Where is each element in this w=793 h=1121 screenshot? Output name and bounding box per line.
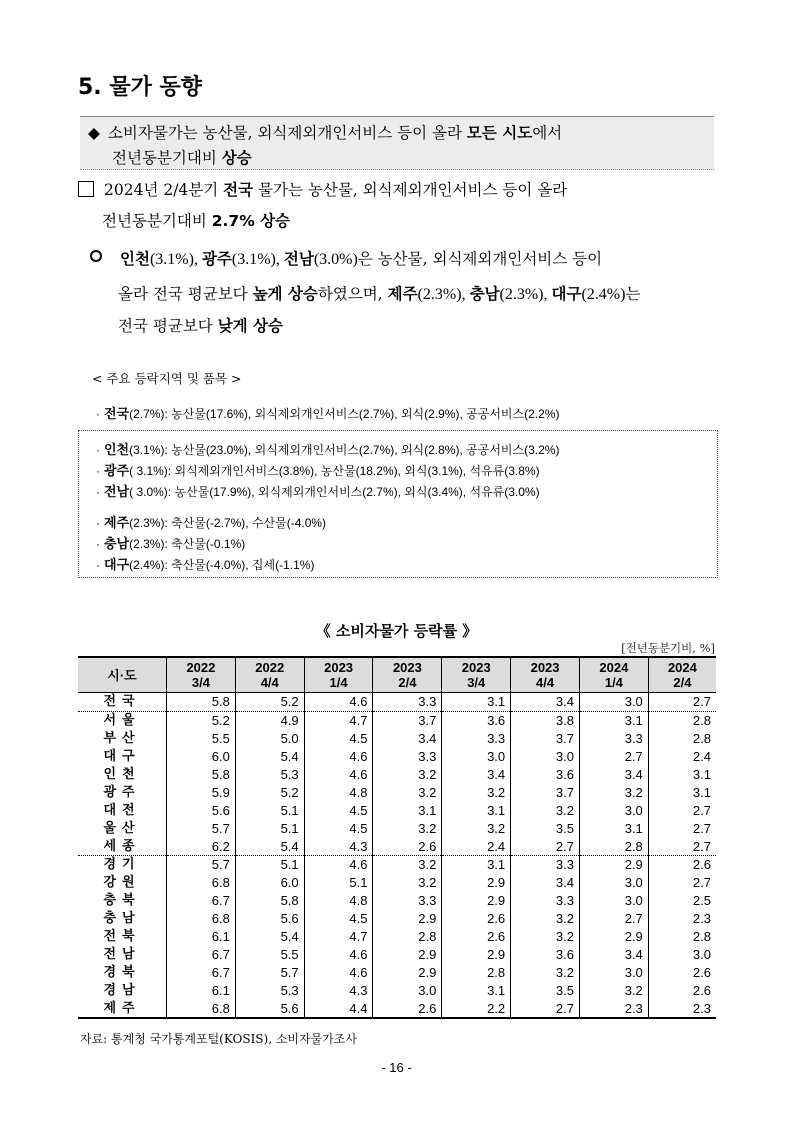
region-item-line: · 광주( 3.1%): 외식제외개인서비스(3.8%), 농산물(18.2%), 외식(3.1%), 석유류(3.8%): [96, 464, 540, 479]
table-cell-value: 2.4: [648, 748, 716, 766]
region-item-line: · 인천(3.1%): 농산물(23.0%), 외식제외개인서비스(2.7%), 외식(2.8%), 공공서비스(3.2%): [96, 443, 560, 458]
table-cell-value: 2.6: [442, 910, 511, 928]
table-cell-value: 2.4: [442, 837, 511, 855]
para-emphasis: 높게 상승: [252, 285, 318, 303]
region-items: (2.7%): 농산물(17.6%), 외식제외개인서비스(2.7%), 외식(2.9%), 공공서비스(2.2%): [129, 407, 560, 421]
table-cell-region: 충남: [78, 910, 167, 928]
para-emphasis: 대구: [551, 285, 582, 303]
table-cell-value: 6.7: [167, 963, 236, 981]
table-row: [78, 693, 716, 712]
table-cell-region: 강원: [78, 874, 167, 892]
region-name: 대구: [104, 558, 130, 573]
para-text: 올라 전국 평균보다: [118, 285, 253, 303]
table-cell-value: 2.3: [648, 999, 716, 1018]
table-cell-value: 2.3: [648, 910, 716, 928]
table-cell-value: 3.3: [511, 856, 580, 874]
table-cell-value: 2.8: [648, 711, 716, 729]
table-cell-value: 4.7: [304, 711, 373, 729]
para-text: (3.0%): [313, 251, 358, 268]
table-cell-value: 2.9: [442, 945, 511, 963]
para-text: 물가는 농산물, 외식제외개인서비스 등이 올라: [253, 181, 568, 199]
table-cell-value: 6.0: [167, 748, 236, 766]
table-cell-value: 4.5: [304, 801, 373, 819]
table-cell-region: 전국: [78, 693, 167, 712]
table-cell-value: 6.7: [167, 945, 236, 963]
table-cell-value: 5.2: [167, 711, 236, 729]
table-row: [78, 910, 716, 928]
table-row: [78, 999, 716, 1018]
table-cell-region: 경남: [78, 981, 167, 999]
table-cell-value: 3.0: [648, 945, 716, 963]
para-text: 전국 평균보다: [118, 317, 218, 335]
table-row: [78, 783, 716, 801]
region-item-line: · 제주(2.3%): 축산물(-2.7%), 수산물(-4.0%): [96, 516, 327, 531]
table-cell-value: 4.6: [304, 748, 373, 766]
table-cell-value: 2.6: [373, 999, 442, 1018]
table-cell-value: 5.9: [167, 783, 236, 801]
table-cell-value: 5.1: [235, 819, 304, 837]
para-emphasis: 제주: [387, 285, 418, 303]
table-cell-value: 5.1: [235, 856, 304, 874]
table-cell-value: 2.9: [579, 928, 648, 946]
summary-emphasis: 상승: [221, 149, 252, 167]
table-cell-value: 6.0: [235, 874, 304, 892]
table-cell-value: 4.3: [304, 837, 373, 855]
table-cell-value: 3.3: [373, 892, 442, 910]
table-cell-value: 2.9: [579, 856, 648, 874]
source-note: 자료: 통계청 국가통계포털(KOSIS), 소비자물가조사: [80, 1032, 357, 1046]
table-cell-value: 5.7: [167, 819, 236, 837]
table-cell-value: 6.8: [167, 999, 236, 1018]
table-cell-value: 3.1: [442, 856, 511, 874]
table-cell-value: 2.9: [442, 892, 511, 910]
regions-subtitle: < 주요 등락지역 및 품목 >: [92, 371, 242, 386]
table-cell-value: 3.3: [373, 693, 442, 712]
para-emphasis: 2.7% 상승: [211, 212, 291, 230]
table-cell-region: 부산: [78, 730, 167, 748]
region-items: ( 3.0%): 농산물(17.9%), 외식제외개인서비스(2.7%), 외식(3.4%), 석유류(3.0%): [129, 485, 540, 499]
table-row: [78, 837, 716, 855]
table-cell-value: 3.7: [511, 783, 580, 801]
table-cell-value: 2.8: [579, 837, 648, 855]
table-cell-value: 3.4: [511, 693, 580, 712]
table-cell-region: 대전: [78, 801, 167, 819]
table-cell-value: 6.1: [167, 981, 236, 999]
table-header-period: 2022 4/4: [235, 657, 304, 693]
para-text: 전년동분기대비: [102, 212, 212, 230]
table-cell-value: 3.5: [511, 819, 580, 837]
table-row: [78, 963, 716, 981]
table-cell-value: 2.7: [511, 999, 580, 1018]
table-cell-region: 광주: [78, 783, 167, 801]
table-cell-value: 5.2: [235, 783, 304, 801]
checkbox-square-icon: [78, 181, 94, 197]
table-cell-value: 3.8: [511, 711, 580, 729]
para-text: 하였으며,: [317, 285, 388, 303]
table-cell-value: 5.8: [167, 693, 236, 712]
table-cell-value: 3.3: [373, 748, 442, 766]
table-cell-value: 3.2: [511, 963, 580, 981]
table-cell-region: 경기: [78, 856, 167, 874]
table-header-period: 2023 4/4: [511, 657, 580, 693]
section-heading: 5. 물가 동향: [78, 75, 202, 100]
region-items: (3.1%): 농산물(23.0%), 외식제외개인서비스(2.7%), 외식(2.8%), 공공서비스(3.2%): [129, 443, 560, 457]
table-cell-value: 3.4: [442, 766, 511, 784]
table-cell-value: 2.7: [648, 837, 716, 855]
table-header-row: [78, 657, 716, 693]
table-cell-value: 3.2: [511, 801, 580, 819]
region-item-line: · 충남(2.3%): 축산물(-0.1%): [96, 537, 246, 552]
table-cell-value: 6.8: [167, 874, 236, 892]
region-item-line: · 전남( 3.0%): 농산물(17.9%), 외식제외개인서비스(2.7%), 외식(3.4%), 석유류(3.0%): [96, 485, 540, 500]
table-cell-value: 2.7: [579, 748, 648, 766]
para-text: (3.1%),: [149, 251, 202, 268]
table-header-period: 2023 1/4: [304, 657, 373, 693]
table-cell-value: 5.6: [235, 910, 304, 928]
region-items: (2.3%): 축산물(-2.7%), 수산물(-4.0%): [129, 516, 327, 530]
table-cell-region: 인천: [78, 766, 167, 784]
table-cell-value: 4.6: [304, 856, 373, 874]
table-header-region: 시·도: [78, 657, 167, 693]
table-row: [78, 766, 716, 784]
table-cell-value: 2.9: [442, 874, 511, 892]
paragraph-national: [78, 178, 567, 200]
table-cell-value: 3.2: [373, 856, 442, 874]
para-emphasis: 인천: [120, 250, 150, 268]
table-cell-value: 5.4: [235, 837, 304, 855]
para-text: (2.4%): [581, 286, 626, 303]
table-cell-value: 3.1: [442, 801, 511, 819]
table-cell-value: 3.2: [373, 766, 442, 784]
table-cell-value: 5.6: [167, 801, 236, 819]
para-emphasis: 낮게 상승: [217, 317, 283, 335]
table-cell-value: 2.9: [373, 945, 442, 963]
table-cell-value: 2.6: [648, 963, 716, 981]
table-cell-value: 5.3: [235, 981, 304, 999]
table-cell-value: 3.0: [511, 748, 580, 766]
table-cell-region: 충북: [78, 892, 167, 910]
table-cell-value: 5.1: [304, 874, 373, 892]
table-cell-value: 3.1: [648, 783, 716, 801]
table-cell-value: 3.1: [579, 819, 648, 837]
summary-text: 전년동분기대비: [112, 149, 222, 167]
para-text: 2024년 2/4분기: [104, 181, 224, 199]
table-cell-region: 전북: [78, 928, 167, 946]
table-cell-value: 3.4: [579, 766, 648, 784]
table-cell-region: 전남: [78, 945, 167, 963]
table-cell-value: 4.6: [304, 766, 373, 784]
table-cell-value: 3.0: [579, 892, 648, 910]
table-header-period: 2023 2/4: [373, 657, 442, 693]
summary-emphasis: 모든 시도: [466, 124, 533, 142]
table-cell-value: 2.7: [648, 819, 716, 837]
table-cell-value: 5.7: [235, 963, 304, 981]
table-cell-value: 4.5: [304, 730, 373, 748]
region-items: (2.4%): 축산물(-4.0%), 집세(-1.1%): [129, 558, 315, 572]
table-cell-value: 3.2: [511, 928, 580, 946]
table-cell-value: 3.6: [511, 766, 580, 784]
table-cell-value: 3.2: [442, 783, 511, 801]
table-unit: [전년동분기비, %]: [621, 641, 715, 655]
table-cell-value: 5.7: [167, 856, 236, 874]
table-cell-value: 4.9: [235, 711, 304, 729]
table-cell-value: 3.2: [442, 819, 511, 837]
table-cell-value: 2.7: [648, 874, 716, 892]
table-cell-value: 5.5: [235, 945, 304, 963]
table-cell-value: 2.7: [579, 910, 648, 928]
summary-text: 에서: [532, 124, 563, 142]
table-header-period: 2024 2/4: [648, 657, 716, 693]
para-text: (2.3%),: [417, 286, 470, 303]
table-row: [78, 981, 716, 999]
table-cell-region: 서울: [78, 711, 167, 729]
table-cell-value: 4.8: [304, 783, 373, 801]
table-cell-value: 5.0: [235, 730, 304, 748]
paragraph-national-line2: [102, 209, 290, 231]
para-text: (3.1%),: [231, 251, 284, 268]
table-cell-value: 5.1: [235, 801, 304, 819]
region-items: (2.3%): 축산물(-0.1%): [129, 537, 246, 551]
region-items: ( 3.1%): 외식제외개인서비스(3.8%), 농산물(18.2%), 외식(3.1%), 석유류(3.8%): [129, 464, 540, 478]
region-name: 제주: [104, 516, 130, 531]
table-cell-value: 3.6: [442, 711, 511, 729]
table-cell-value: 6.1: [167, 928, 236, 946]
table-cell-value: 2.6: [442, 928, 511, 946]
table-cell-value: 3.5: [511, 981, 580, 999]
table-row: [78, 856, 716, 874]
table-header-period: 2023 3/4: [442, 657, 511, 693]
table-cell-value: 2.8: [442, 963, 511, 981]
table-cell-value: 5.8: [167, 766, 236, 784]
table-cell-value: 4.3: [304, 981, 373, 999]
table-header-period: 2024 1/4: [579, 657, 648, 693]
para-text: 는: [625, 285, 641, 303]
region-item-line: · 대구(2.4%): 축산물(-4.0%), 집세(-1.1%): [96, 558, 315, 573]
table-row: [78, 819, 716, 837]
region-name: 충남: [104, 537, 130, 552]
table-cell-value: 3.3: [442, 730, 511, 748]
para-emphasis: 충남: [469, 285, 500, 303]
para-emphasis: 전국: [223, 181, 254, 199]
table-cell-value: 3.4: [511, 874, 580, 892]
table-cell-value: 2.6: [373, 837, 442, 855]
table-cell-value: 6.2: [167, 837, 236, 855]
table-row: [78, 711, 716, 729]
table-cell-value: 2.7: [648, 801, 716, 819]
table-cell-region: 경북: [78, 963, 167, 981]
table-cell-value: 2.8: [648, 730, 716, 748]
table-cell-value: 3.4: [373, 730, 442, 748]
table-row: [78, 874, 716, 892]
table-cell-value: 3.6: [511, 945, 580, 963]
table-cell-value: 4.4: [304, 999, 373, 1018]
region-name: 광주: [104, 464, 130, 479]
table-row: [78, 945, 716, 963]
table-cell-value: 3.2: [373, 783, 442, 801]
table-cell-value: 2.6: [648, 981, 716, 999]
summary-box: [80, 116, 714, 170]
para-emphasis: 전남: [283, 250, 314, 268]
table-cell-value: 2.9: [373, 910, 442, 928]
table-cell-value: 5.2: [235, 693, 304, 712]
table-cell-value: 3.0: [579, 874, 648, 892]
table-cell-value: 4.5: [304, 910, 373, 928]
paragraph-regions-line3: [118, 314, 283, 336]
table-cell-value: 3.0: [373, 981, 442, 999]
table-cell-value: 2.8: [648, 928, 716, 946]
table-cell-value: 6.7: [167, 892, 236, 910]
table-cell-value: 2.8: [373, 928, 442, 946]
table-row: [78, 801, 716, 819]
table-cell-value: 5.5: [167, 730, 236, 748]
table-cell-value: 4.7: [304, 928, 373, 946]
table-cell-value: 2.6: [648, 856, 716, 874]
table-cell-value: 3.7: [373, 711, 442, 729]
para-text: (2.3%),: [499, 286, 552, 303]
table-cell-value: 2.3: [579, 999, 648, 1018]
table-cell-value: 6.8: [167, 910, 236, 928]
table-row: [78, 730, 716, 748]
paragraph-regions-line2: [118, 282, 640, 304]
table-cell-value: 3.2: [373, 819, 442, 837]
table-cell-value: 3.4: [579, 945, 648, 963]
table-cell-value: 3.2: [373, 874, 442, 892]
table-cell-value: 3.0: [579, 801, 648, 819]
table-row: [78, 928, 716, 946]
table-cell-value: 5.6: [235, 999, 304, 1018]
table-cell-value: 3.1: [442, 981, 511, 999]
table-cell-value: 3.0: [442, 748, 511, 766]
region-name: 인천: [104, 443, 130, 458]
paragraph-regions-line1: [90, 247, 602, 269]
table-row: [78, 748, 716, 766]
table-cell-value: 2.7: [511, 837, 580, 855]
table-cell-value: 3.1: [373, 801, 442, 819]
table-cell-value: 3.1: [648, 766, 716, 784]
table-cell-value: 4.5: [304, 819, 373, 837]
table-cell-value: 5.4: [235, 928, 304, 946]
diamond-bullet-icon: ◆: [88, 124, 100, 142]
table-title: 《 소비자물가 등락률 》: [315, 622, 478, 640]
table-cell-value: 4.8: [304, 892, 373, 910]
table-cell-value: 3.1: [579, 711, 648, 729]
table-cell-region: 울산: [78, 819, 167, 837]
table-cell-value: 4.6: [304, 963, 373, 981]
page-number: - 16 -: [381, 1060, 412, 1075]
circle-bullet-icon: [90, 250, 102, 262]
table-cell-value: 3.7: [511, 730, 580, 748]
table-cell-value: 5.4: [235, 748, 304, 766]
table-cell-value: 2.2: [442, 999, 511, 1018]
national-item-line: · 전국(2.7%): 농산물(17.6%), 외식제외개인서비스(2.7%), 외식(2.9%), 공공서비스(2.2%): [96, 407, 560, 422]
table-cell-value: 2.5: [648, 892, 716, 910]
table-cell-value: 4.6: [304, 945, 373, 963]
region-name: 전국: [104, 407, 130, 422]
table-cell-region: 대구: [78, 748, 167, 766]
para-text: 은 농산물, 외식제외개인서비스 등이: [357, 250, 603, 268]
summary-text: 소비자물가는 농산물, 외식제외개인서비스 등이 올라: [107, 124, 467, 142]
table-cell-value: 5.3: [235, 766, 304, 784]
table-cell-value: 5.8: [235, 892, 304, 910]
table-cell-region: 제주: [78, 999, 167, 1018]
table-cell-value: 3.3: [579, 730, 648, 748]
table-cell-value: 2.9: [373, 963, 442, 981]
table-cell-value: 3.2: [579, 783, 648, 801]
table-cell-value: 3.2: [579, 981, 648, 999]
table-cell-value: 2.7: [648, 693, 716, 712]
table-cell-value: 3.0: [579, 963, 648, 981]
cpi-table: [78, 656, 716, 1019]
region-name: 전남: [104, 485, 130, 500]
table-cell-region: 세종: [78, 837, 167, 855]
table-cell-value: 3.3: [511, 892, 580, 910]
table-row: [78, 892, 716, 910]
table-cell-value: 4.6: [304, 693, 373, 712]
para-emphasis: 광주: [201, 250, 232, 268]
table-header-period: 2022 3/4: [167, 657, 236, 693]
table-cell-value: 3.2: [511, 910, 580, 928]
table-cell-value: 3.1: [442, 693, 511, 712]
table-cell-value: 3.0: [579, 693, 648, 712]
